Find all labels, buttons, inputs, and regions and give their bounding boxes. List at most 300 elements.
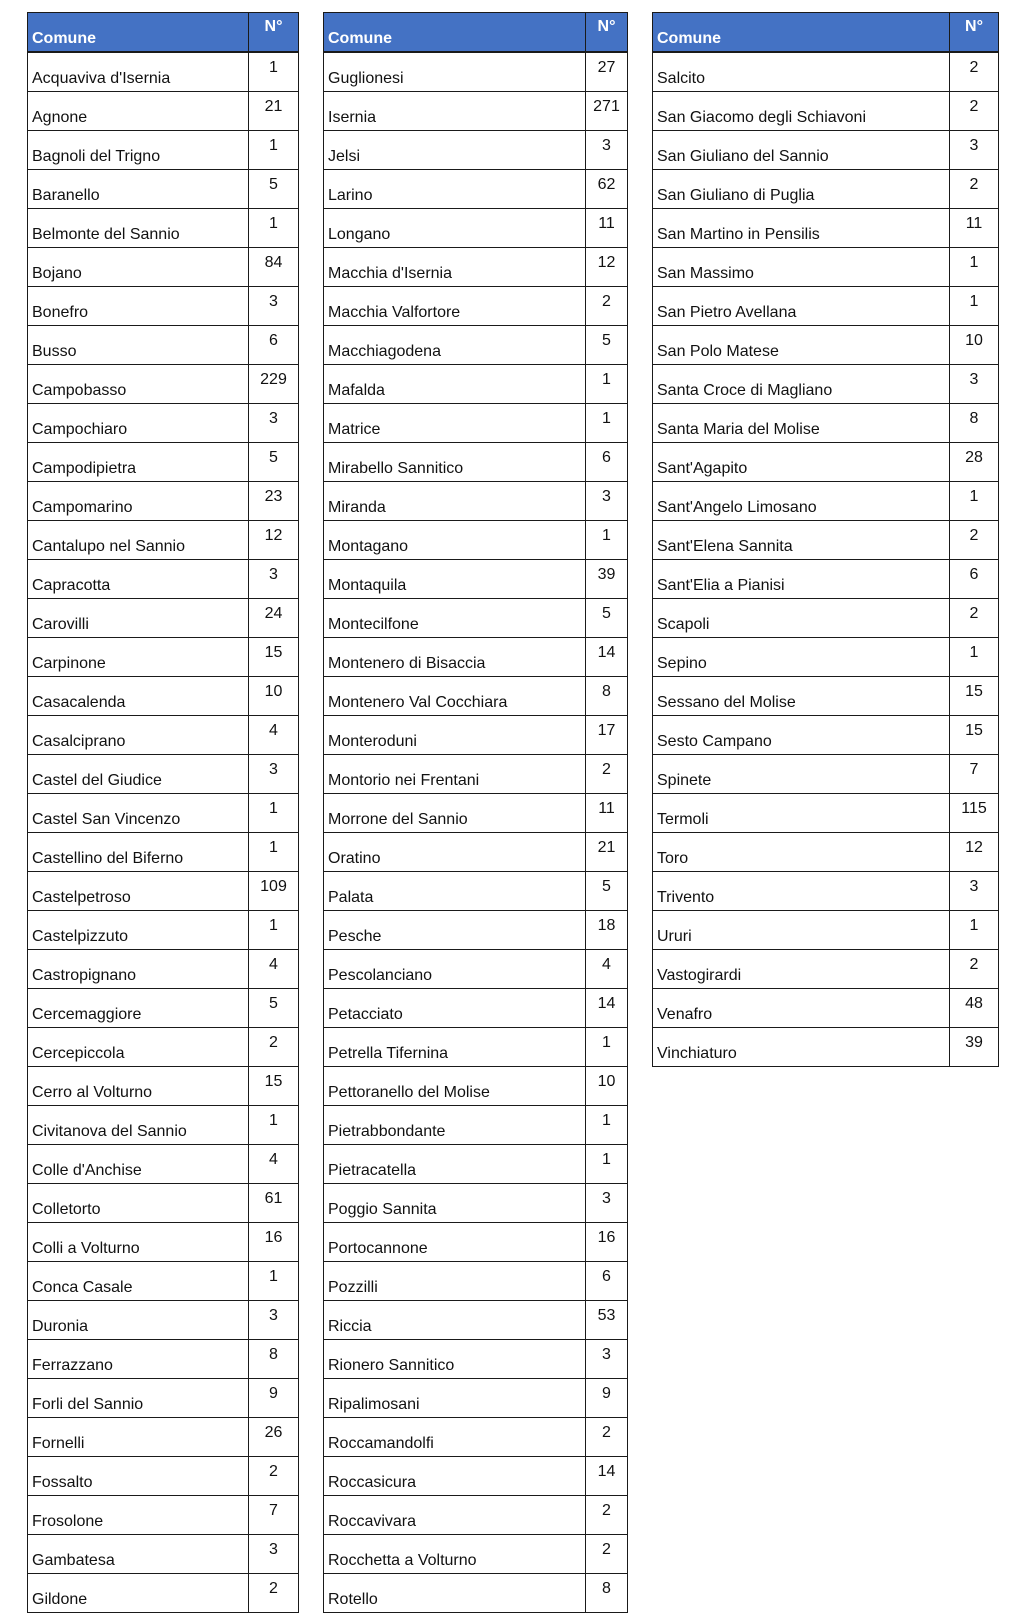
count-cell: 26 xyxy=(249,1418,299,1457)
count-cell: 1 xyxy=(586,365,628,404)
count-cell: 2 xyxy=(586,1535,628,1574)
comune-cell: Montagano xyxy=(324,521,586,560)
table-row xyxy=(324,1145,628,1184)
count-cell: 1 xyxy=(249,52,299,92)
table-row xyxy=(324,365,628,404)
table-row xyxy=(28,1223,299,1262)
count-cell: 5 xyxy=(586,872,628,911)
comune-cell: Portocannone xyxy=(324,1223,586,1262)
comune-cell: San Giuliano del Sannio xyxy=(653,131,950,170)
count-cell: 12 xyxy=(586,248,628,287)
header-numero: N° xyxy=(586,13,628,53)
count-cell: 8 xyxy=(586,1574,628,1613)
table-row xyxy=(324,209,628,248)
count-cell: 1 xyxy=(586,404,628,443)
table-row xyxy=(324,872,628,911)
table-row xyxy=(28,755,299,794)
count-cell: 5 xyxy=(249,989,299,1028)
table-row xyxy=(653,716,999,755)
comune-cell: Venafro xyxy=(653,989,950,1028)
comune-cell: Trivento xyxy=(653,872,950,911)
comune-cell: Montaquila xyxy=(324,560,586,599)
table-row xyxy=(324,638,628,677)
comune-cell: Santa Croce di Magliano xyxy=(653,365,950,404)
count-cell: 3 xyxy=(586,131,628,170)
count-cell: 11 xyxy=(950,209,999,248)
count-cell: 8 xyxy=(950,404,999,443)
table-row xyxy=(324,950,628,989)
comune-cell: Belmonte del Sannio xyxy=(28,209,249,248)
count-cell: 14 xyxy=(586,989,628,1028)
comune-cell: Sant'Elena Sannita xyxy=(653,521,950,560)
count-cell: 2 xyxy=(249,1574,299,1613)
comune-cell: Pietrabbondante xyxy=(324,1106,586,1145)
comune-cell: Sepino xyxy=(653,638,950,677)
count-cell: 1 xyxy=(586,1145,628,1184)
comune-cell: Capracotta xyxy=(28,560,249,599)
count-cell: 271 xyxy=(586,92,628,131)
comune-cell: Scapoli xyxy=(653,599,950,638)
table-row xyxy=(28,560,299,599)
table-row xyxy=(653,677,999,716)
comune-cell: Mirabello Sannitico xyxy=(324,443,586,482)
comune-cell: Cercepiccola xyxy=(28,1028,249,1067)
count-cell: 14 xyxy=(586,1457,628,1496)
table-row xyxy=(324,170,628,209)
count-cell: 9 xyxy=(586,1379,628,1418)
table-row xyxy=(28,365,299,404)
table-row xyxy=(653,521,999,560)
table-row xyxy=(324,1379,628,1418)
table-row xyxy=(28,1457,299,1496)
table-row xyxy=(28,638,299,677)
table-row xyxy=(28,1184,299,1223)
count-cell: 16 xyxy=(249,1223,299,1262)
comune-cell: Baranello xyxy=(28,170,249,209)
count-cell: 2 xyxy=(586,287,628,326)
comune-cell: Jelsi xyxy=(324,131,586,170)
count-cell: 62 xyxy=(586,170,628,209)
count-cell: 8 xyxy=(249,1340,299,1379)
count-cell: 3 xyxy=(249,560,299,599)
comune-cell: Larino xyxy=(324,170,586,209)
header-comune: Comune xyxy=(324,13,586,53)
table-row xyxy=(324,521,628,560)
count-cell: 1 xyxy=(950,248,999,287)
comune-cell: Casacalenda xyxy=(28,677,249,716)
table-row xyxy=(653,794,999,833)
count-cell: 1 xyxy=(950,287,999,326)
comune-cell: Ururi xyxy=(653,911,950,950)
count-cell: 1 xyxy=(586,1106,628,1145)
table-row xyxy=(324,1184,628,1223)
count-cell: 15 xyxy=(249,638,299,677)
count-cell: 21 xyxy=(586,833,628,872)
count-cell: 9 xyxy=(249,1379,299,1418)
table-row xyxy=(653,638,999,677)
header-numero: N° xyxy=(249,13,299,53)
table-row xyxy=(324,1340,628,1379)
count-cell: 15 xyxy=(950,716,999,755)
count-cell: 7 xyxy=(249,1496,299,1535)
count-cell: 3 xyxy=(950,131,999,170)
comune-cell: Petrella Tifernina xyxy=(324,1028,586,1067)
comune-cell: Santa Maria del Molise xyxy=(653,404,950,443)
comuni-table-1 xyxy=(27,12,299,1613)
count-cell: 4 xyxy=(249,1145,299,1184)
comune-cell: Castellino del Biferno xyxy=(28,833,249,872)
count-cell: 53 xyxy=(586,1301,628,1340)
header-row xyxy=(653,13,999,53)
count-cell: 3 xyxy=(249,287,299,326)
comune-cell: Sesto Campano xyxy=(653,716,950,755)
count-cell: 23 xyxy=(249,482,299,521)
comune-cell: Salcito xyxy=(653,52,950,92)
comune-cell: Monteroduni xyxy=(324,716,586,755)
table-row xyxy=(28,1106,299,1145)
table-row xyxy=(653,404,999,443)
table-row xyxy=(324,443,628,482)
count-cell: 2 xyxy=(586,1496,628,1535)
table-row xyxy=(28,989,299,1028)
comune-cell: Pietracatella xyxy=(324,1145,586,1184)
comune-cell: Ripalimosani xyxy=(324,1379,586,1418)
table-row xyxy=(324,989,628,1028)
comune-cell: Vastogirardi xyxy=(653,950,950,989)
count-cell: 3 xyxy=(586,482,628,521)
comune-cell: San Polo Matese xyxy=(653,326,950,365)
count-cell: 10 xyxy=(586,1067,628,1106)
table-row xyxy=(28,287,299,326)
comune-cell: Macchiagodena xyxy=(324,326,586,365)
table-row xyxy=(324,755,628,794)
comune-cell: Mafalda xyxy=(324,365,586,404)
count-cell: 24 xyxy=(249,599,299,638)
table-row xyxy=(28,794,299,833)
count-cell: 1 xyxy=(950,482,999,521)
table-row xyxy=(324,1301,628,1340)
count-cell: 18 xyxy=(586,911,628,950)
count-cell: 10 xyxy=(950,326,999,365)
comune-cell: Sant'Angelo Limosano xyxy=(653,482,950,521)
table-row xyxy=(653,872,999,911)
table-row xyxy=(653,170,999,209)
table-row xyxy=(28,950,299,989)
table-row xyxy=(28,521,299,560)
count-cell: 5 xyxy=(586,326,628,365)
comune-cell: Sant'Elia a Pianisi xyxy=(653,560,950,599)
count-cell: 2 xyxy=(586,1418,628,1457)
comune-cell: Roccasicura xyxy=(324,1457,586,1496)
count-cell: 15 xyxy=(950,677,999,716)
comune-cell: San Massimo xyxy=(653,248,950,287)
table-row xyxy=(28,52,299,92)
table-row xyxy=(653,326,999,365)
table-row xyxy=(28,482,299,521)
table-row xyxy=(28,1340,299,1379)
count-cell: 4 xyxy=(586,950,628,989)
comune-cell: Pescolanciano xyxy=(324,950,586,989)
comune-cell: Bonefro xyxy=(28,287,249,326)
comune-cell: San Pietro Avellana xyxy=(653,287,950,326)
table-row xyxy=(28,131,299,170)
table-row xyxy=(28,1145,299,1184)
table-row xyxy=(653,209,999,248)
comune-cell: Cantalupo nel Sannio xyxy=(28,521,249,560)
table-row xyxy=(324,677,628,716)
table-row xyxy=(324,1223,628,1262)
count-cell: 1 xyxy=(249,131,299,170)
comuni-table-3 xyxy=(652,12,999,1067)
comune-cell: Bojano xyxy=(28,248,249,287)
comune-cell: Cercemaggiore xyxy=(28,989,249,1028)
count-cell: 6 xyxy=(586,1262,628,1301)
count-cell: 2 xyxy=(950,521,999,560)
count-cell: 12 xyxy=(950,833,999,872)
table-row xyxy=(324,482,628,521)
table-row xyxy=(324,833,628,872)
comune-cell: Gambatesa xyxy=(28,1535,249,1574)
comune-cell: Castel San Vincenzo xyxy=(28,794,249,833)
table-row xyxy=(653,92,999,131)
count-cell: 1 xyxy=(249,911,299,950)
count-cell: 229 xyxy=(249,365,299,404)
comune-cell: Roccavivara xyxy=(324,1496,586,1535)
comune-cell: Colletorto xyxy=(28,1184,249,1223)
comune-cell: San Martino in Pensilis xyxy=(653,209,950,248)
count-cell: 3 xyxy=(249,1535,299,1574)
count-cell: 5 xyxy=(249,170,299,209)
table-row xyxy=(324,1496,628,1535)
comune-cell: Montenero Val Cocchiara xyxy=(324,677,586,716)
count-cell: 6 xyxy=(249,326,299,365)
count-cell: 48 xyxy=(950,989,999,1028)
header-row xyxy=(324,13,628,53)
table-row xyxy=(324,1418,628,1457)
comune-cell: Gildone xyxy=(28,1574,249,1613)
count-cell: 10 xyxy=(249,677,299,716)
count-cell: 3 xyxy=(586,1184,628,1223)
comune-cell: Oratino xyxy=(324,833,586,872)
count-cell: 61 xyxy=(249,1184,299,1223)
table-row xyxy=(324,1457,628,1496)
count-cell: 3 xyxy=(249,1301,299,1340)
table-row xyxy=(324,326,628,365)
count-cell: 15 xyxy=(249,1067,299,1106)
count-cell: 1 xyxy=(249,209,299,248)
count-cell: 4 xyxy=(249,950,299,989)
table-row xyxy=(653,443,999,482)
table-row xyxy=(324,1262,628,1301)
comune-cell: Castelpizzuto xyxy=(28,911,249,950)
table-row xyxy=(28,1418,299,1457)
count-cell: 115 xyxy=(950,794,999,833)
comune-cell: Carpinone xyxy=(28,638,249,677)
table-row xyxy=(653,365,999,404)
table-row xyxy=(324,52,628,92)
comune-cell: Spinete xyxy=(653,755,950,794)
table-row xyxy=(324,716,628,755)
comune-cell: Poggio Sannita xyxy=(324,1184,586,1223)
comune-cell: Castel del Giudice xyxy=(28,755,249,794)
count-cell: 14 xyxy=(586,638,628,677)
comune-cell: Colle d'Anchise xyxy=(28,1145,249,1184)
comune-cell: Macchia d'Isernia xyxy=(324,248,586,287)
count-cell: 3 xyxy=(950,872,999,911)
count-cell: 1 xyxy=(249,1262,299,1301)
comune-cell: Duronia xyxy=(28,1301,249,1340)
table-row xyxy=(653,989,999,1028)
comune-cell: Carovilli xyxy=(28,599,249,638)
table-row xyxy=(324,1106,628,1145)
count-cell: 1 xyxy=(249,794,299,833)
table-row xyxy=(28,1028,299,1067)
table-row xyxy=(324,92,628,131)
comune-cell: Sessano del Molise xyxy=(653,677,950,716)
table-row xyxy=(28,599,299,638)
table-row xyxy=(324,911,628,950)
comune-cell: Conca Casale xyxy=(28,1262,249,1301)
comune-cell: Rocchetta a Volturno xyxy=(324,1535,586,1574)
count-cell: 3 xyxy=(950,365,999,404)
count-cell: 6 xyxy=(950,560,999,599)
count-cell: 84 xyxy=(249,248,299,287)
count-cell: 3 xyxy=(586,1340,628,1379)
table-row xyxy=(324,287,628,326)
table-row xyxy=(653,52,999,92)
table-row xyxy=(653,1028,999,1067)
comune-cell: Guglionesi xyxy=(324,52,586,92)
count-cell: 2 xyxy=(950,170,999,209)
comune-cell: Montorio nei Frentani xyxy=(324,755,586,794)
comune-cell: Vinchiaturo xyxy=(653,1028,950,1067)
count-cell: 28 xyxy=(950,443,999,482)
table-row xyxy=(653,755,999,794)
table-row xyxy=(28,1067,299,1106)
comune-cell: Campomarino xyxy=(28,482,249,521)
comune-cell: Campobasso xyxy=(28,365,249,404)
comune-cell: Petacciato xyxy=(324,989,586,1028)
count-cell: 27 xyxy=(586,52,628,92)
table-row xyxy=(28,677,299,716)
comune-cell: Colli a Volturno xyxy=(28,1223,249,1262)
count-cell: 39 xyxy=(586,560,628,599)
count-cell: 2 xyxy=(950,92,999,131)
comune-cell: Morrone del Sannio xyxy=(324,794,586,833)
count-cell: 2 xyxy=(950,599,999,638)
comune-cell: Macchia Valfortore xyxy=(324,287,586,326)
comune-cell: Longano xyxy=(324,209,586,248)
count-cell: 109 xyxy=(249,872,299,911)
table-row xyxy=(324,404,628,443)
table-row xyxy=(324,248,628,287)
table-row xyxy=(28,911,299,950)
comune-cell: Pettoranello del Molise xyxy=(324,1067,586,1106)
count-cell: 1 xyxy=(950,911,999,950)
table-row xyxy=(28,833,299,872)
count-cell: 17 xyxy=(586,716,628,755)
count-cell: 12 xyxy=(249,521,299,560)
table-row xyxy=(653,599,999,638)
table-row xyxy=(653,248,999,287)
comune-cell: Sant'Agapito xyxy=(653,443,950,482)
table-row xyxy=(324,560,628,599)
comune-cell: San Giacomo degli Schiavoni xyxy=(653,92,950,131)
count-cell: 1 xyxy=(249,1106,299,1145)
table-row xyxy=(324,794,628,833)
count-cell: 2 xyxy=(586,755,628,794)
comune-cell: Acquaviva d'Isernia xyxy=(28,52,249,92)
comune-cell: San Giuliano di Puglia xyxy=(653,170,950,209)
comune-cell: Toro xyxy=(653,833,950,872)
table-row xyxy=(653,287,999,326)
table-row xyxy=(28,1496,299,1535)
table-row xyxy=(324,1067,628,1106)
comune-cell: Miranda xyxy=(324,482,586,521)
count-cell: 6 xyxy=(586,443,628,482)
comune-cell: Bagnoli del Trigno xyxy=(28,131,249,170)
comune-cell: Fossalto xyxy=(28,1457,249,1496)
table-row xyxy=(28,443,299,482)
count-cell: 16 xyxy=(586,1223,628,1262)
count-cell: 2 xyxy=(950,52,999,92)
comune-cell: Campodipietra xyxy=(28,443,249,482)
table-row xyxy=(324,1574,628,1613)
table-row xyxy=(653,833,999,872)
count-cell: 8 xyxy=(586,677,628,716)
table-row xyxy=(28,1262,299,1301)
comuni-table-2 xyxy=(323,12,628,1613)
table-row xyxy=(28,1535,299,1574)
table-row xyxy=(324,1028,628,1067)
table-row xyxy=(28,716,299,755)
table-row xyxy=(28,248,299,287)
table-row xyxy=(653,482,999,521)
comune-cell: Busso xyxy=(28,326,249,365)
comune-cell: Isernia xyxy=(324,92,586,131)
comune-cell: Palata xyxy=(324,872,586,911)
table-row xyxy=(28,1379,299,1418)
comune-cell: Castropignano xyxy=(28,950,249,989)
count-cell: 11 xyxy=(586,209,628,248)
count-cell: 5 xyxy=(586,599,628,638)
header-numero: N° xyxy=(950,13,999,53)
comune-cell: Cerro al Volturno xyxy=(28,1067,249,1106)
table-row xyxy=(28,170,299,209)
header-comune: Comune xyxy=(653,13,950,53)
table-row xyxy=(324,1535,628,1574)
comune-cell: Matrice xyxy=(324,404,586,443)
comune-cell: Rotello xyxy=(324,1574,586,1613)
comune-cell: Montecilfone xyxy=(324,599,586,638)
table-row xyxy=(653,560,999,599)
count-cell: 1 xyxy=(950,638,999,677)
count-cell: 2 xyxy=(950,950,999,989)
table-row xyxy=(28,326,299,365)
comune-cell: Casalciprano xyxy=(28,716,249,755)
table-row xyxy=(28,404,299,443)
comune-cell: Agnone xyxy=(28,92,249,131)
count-cell: 11 xyxy=(586,794,628,833)
comune-cell: Civitanova del Sannio xyxy=(28,1106,249,1145)
comune-cell: Campochiaro xyxy=(28,404,249,443)
comune-cell: Forli del Sannio xyxy=(28,1379,249,1418)
comune-cell: Pesche xyxy=(324,911,586,950)
comune-cell: Ferrazzano xyxy=(28,1340,249,1379)
count-cell: 2 xyxy=(249,1457,299,1496)
count-cell: 1 xyxy=(249,833,299,872)
table-row xyxy=(653,131,999,170)
